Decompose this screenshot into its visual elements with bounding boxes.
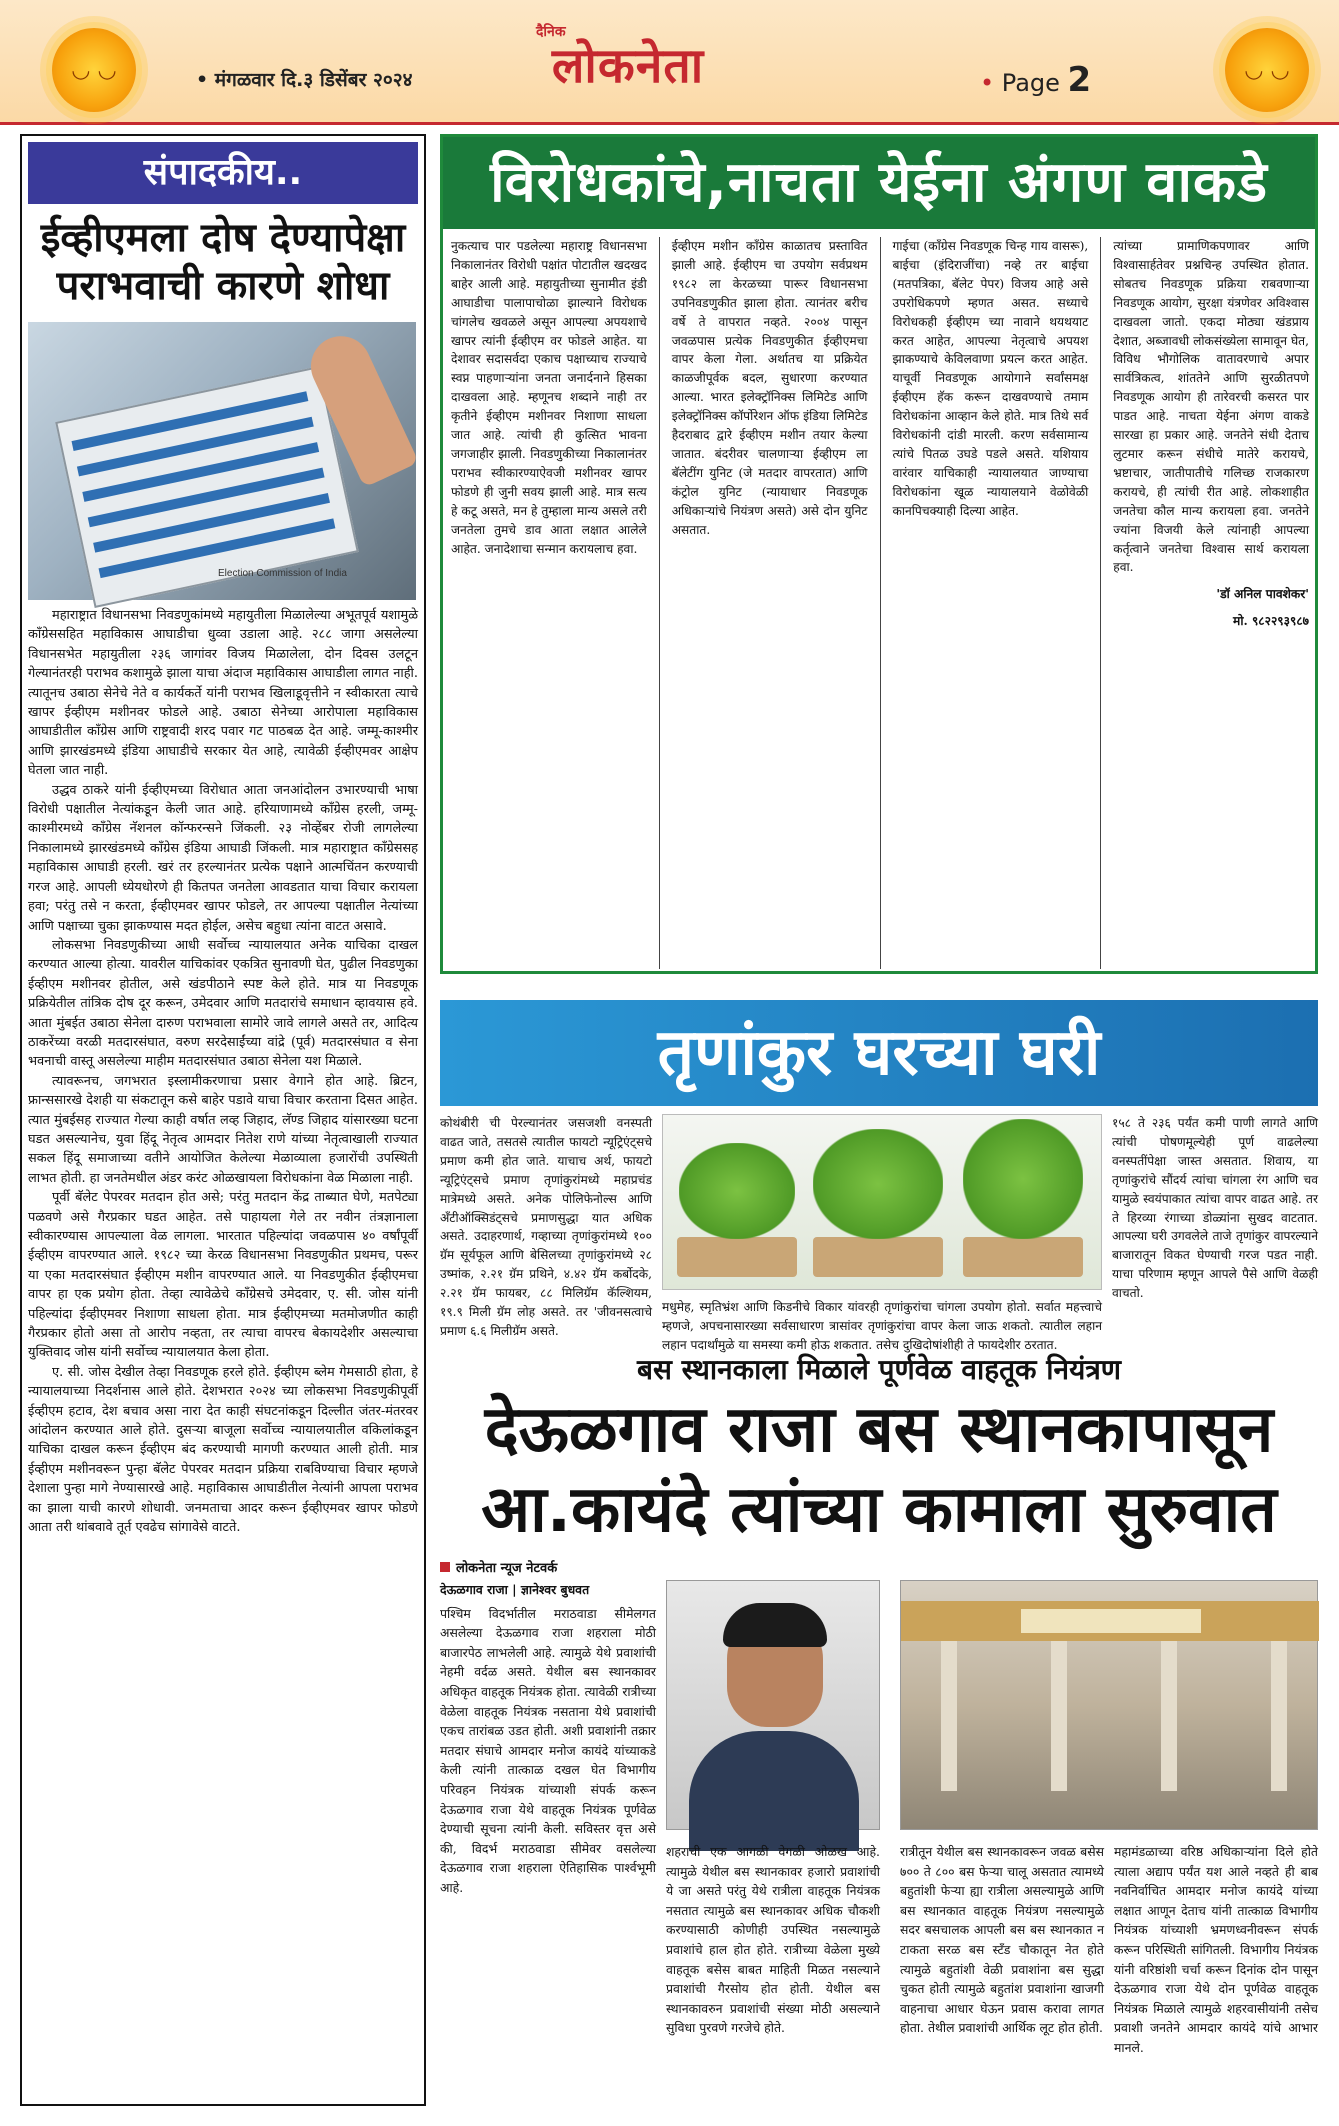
newspaper-logo: [528, 22, 728, 94]
sprouts-text-left: कोथंबीरी ची पेरल्यानंतर जसजशी वनस्पती वाढत जाते, तसतसे त्यातील फायटो न्यूट्रिएंट्सचे प्रमाण कमी होत जाते. याचाच अर्थ, फायटो न्यूट्रिएंट्सचे प्रमाण तृणांकुरांमध्ये महाप्रचंड मात्रेमध्ये असते. अनेक पोलिफेनोल्स आणि अँटीऑक्सिडंट्सचे प्रमाणसुद्धा यात अधिक असते. उदाहरणार्थ, गव्हाच्या तृणांकुरांमध्ये १०० ग्रॅम सूर्यफूल आणि बेसिलच्या तृणांकुरांमध्ये २८ उष्मांक, २.२१ ग्रॅम प्रथिने, ४.४२ ग्रॅम कर्बोदके, २.२१ ग्रॅम फायबर, ८८ मिलिग्रॅम कॅल्शियम, १९.९ मिली ग्रॅम लोह असते. तर 'जीवनसत्वाचे प्रमाण ६.६ मिलीग्रॅम असते.: [440, 1116, 652, 1338]
main-story-column: त्यांच्या प्रामाणिकपणावर आणि विश्वासार्हतेवर प्रश्नचिन्ह उपस्थित होतात. सोबतच निवडणूक प्रक्रिया राबवणाऱ्या निवडणूक आयोग, सुरक्षा यंत्रणेवर अविश्वास दाखवला जातो. एकदा मोठ्या खंडप्राय देशात, अब्जावधी लोकसंख्येला सामावून घेत, विविध भौगोलिक वातावरणाचे अपार सार्वत्रिकत्व, शांततेने आणि सुरळीतपणे निवडणूक आयोग ही तारेवरची कसरत पार पाडत आहे. नाचता येईना अंगण वाकडे सारखा हा प्रकार आहे. जनतेने संधी देताच लुटमार करून संधीचे मातेरे करायचे, भ्रष्टाचार, जातीपातीचे गलिच्छ राजकारण करायचे, ही त्यांची रीत आहे. लोकशाहीत जनतेचा कौल मान्य करायला हवा. जनतेने ज्यांना विजयी केले त्यांनाही आपल्या कर्तृत्वाने जनतेचा विश्वास सार्थ करायला हवा.: [1113, 239, 1309, 575]
news-network-label: लोकनेता न्यूज नेटवर्क: [456, 1561, 558, 1576]
editorial-paragraph: महाराष्ट्रात विधानसभा निवडणुकांमध्ये महायुतीला मिळालेल्या अभूतपूर्व यशामुळे काँग्रेससहित महाविकास आघाडीचा धुव्वा उडाला आहे. २८८ जागा असलेल्या विधानसभेत महायुतीला २३६ जागांवर विजय मिळालेला, दोन दिवस उलटून गेल्यानंतरही पराभव कशामुळे झाला याचा अंदाज महाविकास आघाडीला लागत नाही. त्यातूनच उबाठा सेनेचे नेते व कार्यकर्ते यांनी पराभव खिलाडूवृत्तीने न स्वीकारता त्याचे खापर ईव्हीएम मशीनवर फोडले आहे. उबाठा सेनेच्या आरोपाला महाविकास आघाडीतील काँग्रेस आणि राष्ट्रवादी शरद पवार गट पाठबळ देत आहे. जम्मू-काश्मीर आणि झारखंडमध्ये इंडिया आघाडीचे सरकार येत आहे, त्यावेळी ईव्हीएमवर आक्षेप घेतला जात नाही.: [28, 608, 418, 779]
sprouts-story: [440, 1000, 1318, 1352]
sun-icon-left: ◡ ◡: [52, 28, 136, 112]
page-label: Page: [1001, 69, 1060, 97]
bus-story: [440, 1350, 1318, 2106]
editorial-column: [20, 134, 426, 2106]
editorial-paragraph: ए. सी. जोस देखील तेव्हा निवडणूक हरले होते. ईव्हीएम ब्लेम गेमसाठी होता, हे न्यायालयाच्या निदर्शनास आले होते. देशभरात २०२४ च्या लोकसभा निवडणुकीपूर्वी ईव्हीएम हटाव, देश बचाव असा नारा देत काही संघटनांकडून दिल्लीत जंतर-मंतरवर आंदोलन करण्यात आले होते. दुसऱ्या बाजूला सर्वोच्च न्यायालयातील वकिलांकडून याचिका दाखल करून ईव्हीएम बंद करण्याची मागणी करण्यात आली होती. मात्र ईव्हीएम मशीनवरून पुन्हा बॅलेट पेपरवर मतदान प्रक्रिया राबविण्याचा विचार म्हणजे देशाला पुन्हा मागे नेण्यासारखे आहे. महाविकास आघाडीतील नेत्यांनी आपला पराभव का झाला याची कारणे शोधावी. जनमताचा आदर करून ईव्हीएमवर खापर फोडणे आता तरी थांबवावे तूर्त एवढेच सांगावेसे वाटते.: [28, 1364, 418, 1536]
logo-main-text: लोकनेता: [551, 38, 705, 94]
editorial-title: ईव्हीएमला दोष देण्यापेक्षा पराभवाची कारणे शोधा: [40, 215, 406, 309]
editorial-paragraph: उद्धव ठाकरे यांनी ईव्हीएमच्या विरोधात आता जनआंदोलन उभारण्याची भाषा विरोधी पक्षातील नेत्यांकडून केली जात आहे. हरियाणामध्ये काँग्रेस हरली, जम्मू-काश्मीरमध्ये काँग्रेस नॅशनल कॉन्फरन्सने जिंकली. २३ नोव्हेंबर रोजी लागलेल्या निकालामध्ये झारखंडमध्ये काँग्रेस इंडिया आघाडी जिंकली. मात्र महाराष्ट्रात काँग्रेससह महाविकास आघाडी हरली. खरं तर हरल्यानंतर प्रत्येक पक्षाने आत्मचिंतन करण्याची गरज आहे. आपली ध्येयधोरणे ही कितपत जनतेला आवडतात याचा विचार करायला हवा; परंतु तसे न करता, ईव्हीएमवर खापर फोडले, तर आपल्या पक्षातील नेत्यांच्या आणि पक्षाच्या चुका झाकण्यास मदत होईल, असेच बहुधा त्यांना वाटत असावे.: [28, 782, 418, 934]
bus-story-headline-line1: देऊळगाव राजा बस स्थानकापासून: [484, 1393, 1274, 1467]
main-story-column: ईव्हीएम मशीन काँग्रेस काळातच प्रस्तावित झाली आहे. ईव्हीएम चा उपयोग सर्वप्रथम १९८२ ला केरळच्या पारूर विधानसभा उपनिवडणुकीत झाला होता. त्यानंतर बरीच वर्षे ते वापरात नव्हते. २००४ पासून जवळपास प्रत्येक निवडणुकीत ईव्हीएमचा वापर केला गेला. अर्थातच या प्रक्रियेत काळजीपूर्वक बदल, सुधारणा करण्यात आल्या. भारत इलेक्ट्रॉनिक्स लिमिटेड आणि इलेक्ट्रॉनिक्स कॉर्पोरेशन ऑफ इंडिया लिमिटेड हैदराबाद द्वारे ईव्हीएम मशीन तयार केल्या जातात. बंदरीवर चालणाऱ्या ईव्हीएम ला बॅलेटींग युनिट (जे मतदार वापरतात) आणि कंट्रोल युनिट (न्यायाधार निवडणूक अधिकाऱ्यांचे नियंत्रण असते) असे दोन युनिट असतात.: [671, 239, 868, 537]
main-story-headline: विरोधकांचे,नाचता येईना अंगण वाकडे: [443, 137, 1315, 229]
column-divider: [659, 237, 660, 969]
mla-portrait: [666, 1580, 880, 1830]
tag-marker-icon: [440, 1562, 450, 1572]
page-indicator: [980, 60, 1091, 100]
bus-story-column-4: महामंडळाच्या वरिष्ठ अधिकाऱ्यांना दिले होते त्याला अद्याप पर्यंत यश आले नव्हते ही बाब नवनिर्वाचित आमदार मनोज कायंदे यांच्या लक्षात आणून देताच यांनी तात्काळ विभागीय नियंत्रक यांच्याशी भ्रमणध्वनीवरून संपर्क करून परिस्थिती सांगितली. विभागीय नियंत्रक यांनी वरिष्ठांशी चर्चा करून दिनांक दोन पासून देऊळगाव राजा येथे दोन पूर्णवेळ वाहतूक नियंत्रक मिळाले त्यामुळे शहरवासीयांनी तसेच प्रवाशी जनतेने आमदार कायंदे यांचे आभार मानले.: [1114, 1844, 1318, 2055]
bus-story-kicker: बस स्थानकाला मिळाले पूर्णवेळ वाहतूक नियंत्रण: [636, 1353, 1122, 1386]
column-divider: [1100, 237, 1101, 969]
bus-story-column-3: रात्रीतून येथील बस स्थानकावरून जवळ बसेस ७०० ते ८०० बस फेऱ्या चालू असतात त्यामध्ये बहुतांशी फेऱ्या ह्या रात्रीला असल्यामुळे आणि बस स्थानकात वाहतूक नियंत्रण नसल्यामुळे सदर बसचालक आपली बस बस स्थानकात न टाकता सरळ बस स्टँड चौकातून नेत होते त्यामुळे बहुतांशी वेळी प्रवाशांना बस सुद्धा चुकत होती त्यामुळे बहुतांश प्रवाशांना खाजगी वाहनाचा आधार घेऊन प्रवास करावा लागत होता. तेथील प्रवाशांची आर्थिक लूट होत होती.: [900, 1844, 1104, 2036]
main-story: [440, 134, 1318, 974]
byline-author: 'डॉ अनिल पावशेकर': [1216, 587, 1309, 602]
sprouts-headline: तृणांकुर घरच्या घरी: [440, 1000, 1318, 1106]
editorial-paragraph: पूर्वी बॅलेट पेपरवर मतदान होत असे; परंतु मतदान केंद्र ताब्यात घेणे, मतपेट्या पळवणे असे गैरप्रकार घडत आहेत. तसे पाहायला गेले तर नवीन तंत्रज्ञानाला स्वीकारण्यास आपल्याला वेळ लागला. भारतात पहिल्यांदा जवळपास ४० वर्षांपूर्वी ईव्हीएम वापरण्यात आले. १९८२ च्या केरळ विधानसभा निवडणुकीत प्रथमच, परूर या एका मतदारसंघात ईव्हीएम मशीन वापरण्यात आले. या निवडणुकीत ईव्हीएमचा वापर हा एक प्रयोग होता. तेव्हा त्यावेळेचे काँग्रेसचे उमेदवार, ए. सी. जोस यांनी पहिल्यांदा ईव्हीएमवर निशाणा साधला होता. मात्र ईव्हीएमच्या मतमोजणीत काही गैरप्रकार होतो असा तो आरोप नव्हता, तर त्याचा वापरच बेकायदेशीर असल्याचा युक्तिवाद जोस यांनी सर्वोच्च न्यायालयात केला होता.: [28, 1190, 418, 1361]
main-story-column-last: [1113, 237, 1309, 969]
bus-story-body: [440, 1580, 1318, 2106]
bus-stand-photo: [900, 1580, 1318, 1830]
sprouts-body: [440, 1114, 1318, 1352]
bus-dateline: देऊळगाव राजा | ज्ञानेश्वर बुधवत: [440, 1582, 590, 1597]
bus-story-headline-line2: आ.कायंदे त्यांच्या कामाला सुरुवात: [481, 1473, 1277, 1547]
main-story-columns: [451, 237, 1309, 969]
sprouts-text-right: १५८ ते २३६ पर्यंत कमी पाणी लागते आणि त्यांची पोषणमूल्येही पूर्ण वाढलेल्या वनस्पतींपेक्षा जास्त असतात. शिवाय, या तृणांकुरांचे सौंदर्य त्यांचा चांगला रंग आणि चव यामुळे स्वयंपाकात त्यांचा वापर वाढत आहे. तर ते हिरव्या रंगाच्या डोळ्यांना सुखद वाटतात. आपल्या घरी उगवलेले ताजे तृणांकुर वापरल्याने बाजारातून विकत घेण्याची गरज पडत नाही. याचा परिणाम म्हणून आपले पैसे आणि वेळही वाचतो.: [1112, 1116, 1318, 1301]
column-divider: [880, 237, 881, 969]
sun-icon-right: ◡ ◡: [1225, 28, 1309, 112]
main-story-column: गाईचा (काँग्रेस निवडणूक चिन्ह गाय वासरू), बाईचा (इंदिराजींचा) नव्हे तर बाईचा (मतपत्रिका, बॅलेट पेपर) विजय आहे असे उपरोधिकपणे म्हणत असत. सध्याचे विरोधकही ईव्हीएम च्या नावाने थयथयाट करत आहेत, आपल्या नेतृत्वाचे अपयश झाकण्याचे केविलवाणा प्रयत्न करत आहेत. याचूर्वी निवडणूक आयोगाने सर्वांसमक्ष ईव्हीएम हॅक करून दाखवण्याचे तमाम विरोधकांना आव्हान केले होते. मात्र तिथे सर्व विरोधकांनी दांडी मारली. करण सर्वसामान्य त्यांचे पितळ उघडे पडले असते. यशियाय वारंवार याचिकाही न्यायालयात जाण्याचा विरोधकांना खूळ न्यायालयाने वेळोवेळी कानपिचक्याही दिल्या आहेत.: [892, 239, 1089, 518]
evm-photo-label: Election Commission of India: [218, 568, 347, 579]
bullet-icon: •: [980, 69, 1002, 97]
byline-phone: मो. ९८२२९३९८७: [1233, 614, 1309, 629]
main-story-column: नुकत्याच पार पडलेल्या महाराष्ट्र विधानसभा निकालानंतर विरोधी पक्षांत पोटातील खदखद बाहेर आली आहे. महायुतीच्या सुनामीत इंडी आघाडीचा पालापाचोळा झाल्याने विरोधक चांगलेच खवळले असून आपल्या अपयशाचे खापर त्यांनी ईव्हीएम वर फोडले आहेत. या देशावर सदासर्वदा एकाच पक्षाच्याच राज्याचे स्वप्न पाहणाऱ्यांना जनता जनार्दनाने हिसका दाखवला आहे. म्हणूनच शब्दाने नाही तर कृतीने ईव्हीएम मशीनवर निशाणा साधला जात आहे. त्यांची ही कुत्सित भावना जगजाहीर झाली. निवडणुकीच्या निकालानंतर पराभव स्वीकारण्याऐवजी मशीनवर खापर फोडणे ही जुनी सवय झाली आहे. मात्र सत्य हे कटू असते, मन हे तुम्हाला मान्य असले तरी जनतेला तुमचे डाव आता लक्षात आलेले आहेत. जनादेशाचा सन्मान करायलाच हवा.: [451, 239, 647, 556]
editorial-body: [28, 606, 418, 1538]
news-network-tag: [440, 1558, 1318, 1576]
editorial-section-header: संपादकीय..: [28, 142, 418, 204]
bus-story-text: पश्चिम विदर्भातील मराठवाडा सीमेलगत असलेल्या देऊळगाव राजा शहराला मोठी बाजारपेठ लाभलेली आहे. त्यामुळे येथे प्रवाशांची नेहमी वर्दळ असते. येथील बस स्थानकावर अधिकृत वाहतूक नियंत्रक होता. त्यावेळी रात्रीच्या वेळेला वाहतूक नियंत्रक नसताना येथे प्रवाशांची एकच तारांबळ उडत होती. अशी प्रवाशांनी तक्रार मतदार संघाचे आमदार मनोज कायंदे यांच्याकडे केली त्यांनी तात्काळ दखल घेत विभागीय परिवहन नियंत्रक यांच्याशी संपर्क करून देऊळगाव राजा येथे वाहतूक नियंत्रक पूर्णवेळ देण्याची सूचना त्यांनी केली. सविस्तर वृत्त असे की, विदर्भ मराठवाडा सीमेवर वसलेल्या देऊळगाव राजा शहराला ऐतिहासिक पार्श्वभूमी आहे.: [440, 1605, 656, 1895]
evm-photo: [28, 322, 416, 600]
editorial-paragraph: लोकसभा निवडणुकीच्या आधी सर्वोच्च न्यायालयात अनेक याचिका दाखल करण्यात आल्या होत्या. यावरील याचिकांवर एकत्रित सुनावणी घेत, पुढील निवडणुका ईव्हीएम मशीनवर होतील, असे खंडपीठाने स्पष्ट केले होते. मात्र या निवडणूक प्रक्रियेतील तांत्रिक दोष दूर करून, उमेदवार आणि मतदारांचे समाधान व्हावयास हवे. आता मुंबईत उबाठा सेनेला दारुण पराभवाला सामोरे जावे लागले असते तर, आदित्य ठाकरेंच्या वरळी मतदारसंघात, वरुण सरदेसाईंच्या वांद्रे (पूर्व) मतदारसंघात व सेना भवनाची वास्तू असलेल्या माहीम मतदारसंघात उबाठा सेनेला यश मिळाले.: [28, 937, 418, 1070]
editorial-paragraph: त्यावरूनच, जगभरात इस्लामीकरणाचा प्रसार वेगाने होत आहे. ब्रिटन, फ्रान्ससारखे देशही या संकटातून कसे बाहेर पडावे याचा विचार करताना दिसत आहेत. त्यात मुंबईसह राज्यात गेल्या काही वर्षात लव्ह जिहाद, लॅण्ड जिहाद यांसारख्या घटना घडत असल्यानेच, युवा हिंदू नेतृत्व आमदार नितेश राणे यांच्या नेतृत्वाखाली राज्यात सकल हिंदू समाजाच्या वतीने आयोजित केलेल्या मेळाव्याला हजारोंची उपस्थिती लाभत होती. हा जनतेमधील अंडर करंट ओळखायला विरोधकांना वेळ मिळाला नाही.: [28, 1073, 418, 1186]
page-number: 2: [1067, 60, 1092, 100]
sprouts-photo: [662, 1114, 1102, 1290]
issue-date: • मंगळवार दि.३ डिसेंबर २०२४: [196, 69, 413, 91]
bus-story-column-2: शहराची एक आगळी वेगळी ओळख आहे. त्यामुळे येथील बस स्थानकावर हजारो प्रवाशांची ये जा असते परंतु येथे रात्रीला वाहतूक नियंत्रक नसतात त्यामुळे बस स्थानकावर अधिक चौकशी करण्यासाठी कोणीही उपस्थित नसल्यामुळे प्रवाशांचे हाल होत होते. रात्रीच्या वेळेला मुख्ये वाहतूक बसेस बाबत माहिती मिळत नसल्याने प्रवाशांची गैरसोय होत होती. येथील बस स्थानकावरुन प्रवाशांची संख्या मोठी असल्याने सुविधा पुरवणे गरजेचे होते.: [666, 1844, 880, 2036]
bus-story-column-1: [440, 1580, 656, 2106]
masthead: [0, 0, 1339, 125]
sprouts-text-middle: मधुमेह, स्मृतिभ्रंश आणि किडनीचे विकार यांवरही तृणांकुरांचा चांगला उपयोग होतो. सर्वात महत्त्वाचे म्हणजे, अपचनासारख्या सर्वसाधारण त्रासांवर तृणांकुरांचा वापर केला जाऊ शकतो. त्यातील लहान लहान पदार्थांमुळे या समस्या कमी होऊ शकतात. तसेच दुखिदोषांशीही ते फायदेशीर ठरतात.: [662, 1300, 1102, 1352]
logo-small-text: दैनिक: [536, 24, 566, 40]
